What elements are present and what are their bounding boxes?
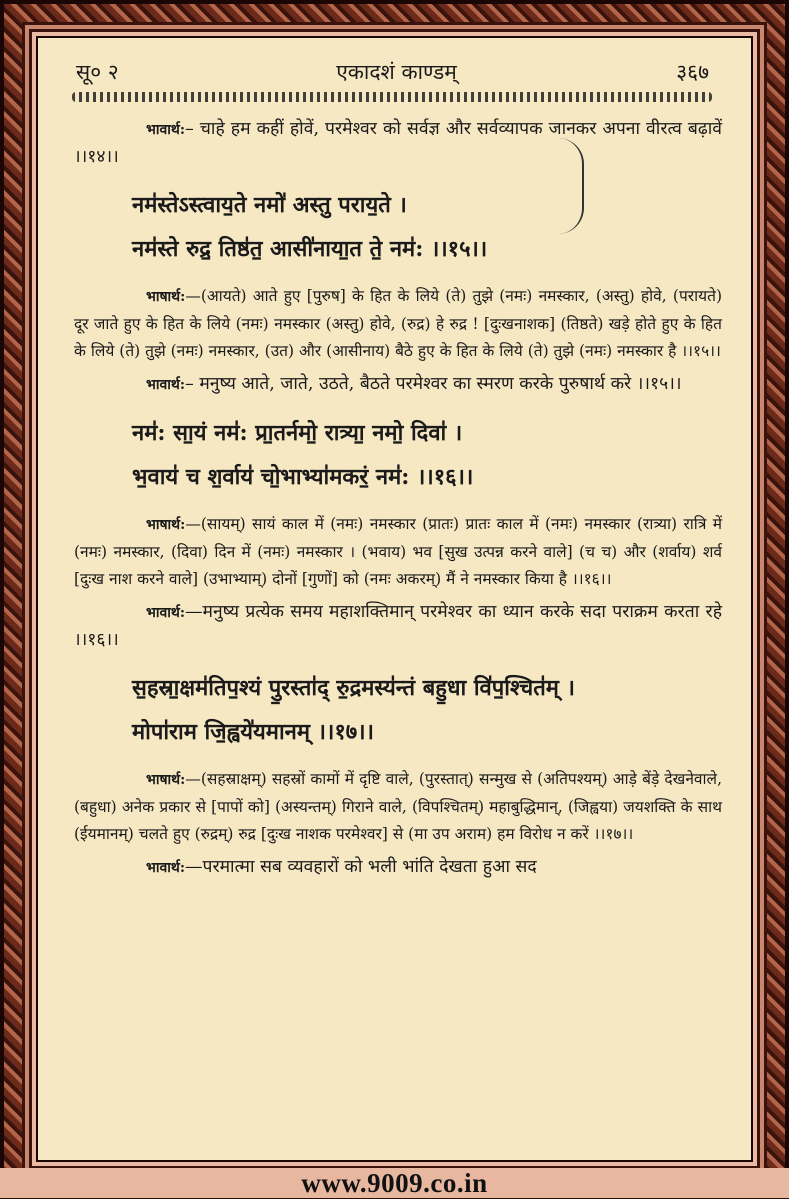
scripture-page xyxy=(36,36,753,1162)
bhasharth-paragraph xyxy=(74,766,722,848)
bhasharth-text: —(सहस्राक्षम्) सहस्रों कामों में दृष्टि वाले, (पुरस्तात्) सन्मुख से (अतिपश्यम्) आड़े बेंड़े देखनेवाले, (बहुधा) अनेक प्रकार से [पापों को] (अस्यन्तम्) गिराने वाले, (विपश्चितम्) महाबुद्धिमान्, (जिह्वया) जयशक्ति के साथ (ईयमानम्) चलते हुए (रुद्रम्) रुद्र [दुःख नाशक परमेश्वर] से (मा उप अराम) हम विरोध न करें ।।१७।। xyxy=(74,770,722,843)
bhasharth-paragraph xyxy=(74,283,722,365)
page-header xyxy=(38,58,753,88)
bhavarth-text: – चाहे हम कहीं होवें, परमेश्वर को सर्वज्ञ और सर्वव्यापक जानकर अपना वीरत्व बढ़ावें ।।१४।। xyxy=(74,119,722,167)
header-divider xyxy=(72,92,712,102)
website-footer: www.9009.co.in xyxy=(0,1168,789,1198)
bhavarth-label: भावार्थ: xyxy=(146,377,185,393)
mantra-line: नम॑: सा॒यं नम॑: प्रा॒तर्नमो॒ रात्र्या॒ नमो॒ दिवा॑ । xyxy=(132,420,463,446)
mantra-line: भ॒वाय॑ च श॒र्वाय॑ चो॒भाभ्या॑मकरं॒ नम॑: ।।१६।। xyxy=(132,464,474,490)
bhasharth-text: —(आयते) आते हुए [पुरुष] के हित के लिये (ते) तुझे (नमः) नमस्कार, (अस्तु) होवे, (परायते) दूर जाते हुए के हित के लिये (नमः) नमस्कार (अस्तु) होवे, (रुद्र) हे रुद्र ! [दुःखनाशक] (तिष्ठते) खड़े होते हुए के हित के लिये (ते) तुझे (नमः) नमस्कार, (उत) और (आसीनाय) बैठे हुए के हित के लिये (ते) तुझे (नमः) नमस्कार है ।।१५।। xyxy=(74,287,722,360)
bhavarth-text: —परमात्मा सब व्यवहारों को भली भांति देखता हुआ सद xyxy=(185,857,537,877)
bhavarth-label: भावार्थ: xyxy=(146,122,185,138)
mantra-line: नम॑स्तेऽस्त्वाय॒ते नमो॑ अस्तु पराय॒ते । xyxy=(132,192,407,218)
bhavarth-paragraph xyxy=(74,599,722,654)
bhasharth-label: भाषार्थ: xyxy=(146,772,186,788)
mantra-line: मोपा॑राम जि॒ह्वये॑यमानम् ।।१७।। xyxy=(132,719,374,745)
bhavarth-paragraph xyxy=(74,371,722,399)
page-content xyxy=(74,116,722,882)
kanda-title: एकादशं काण्डम् xyxy=(336,60,457,84)
bhasharth-paragraph xyxy=(74,511,722,593)
bhavarth-text: —मनुष्य प्रत्येक समय महाशक्तिमान् परमेश्वर का ध्यान करके सदा पराक्रम करता रहे ।।१६।। xyxy=(74,602,722,650)
mantra-line: स॒हस्रा॒क्षम॑तिप॒श्यं पु॒रस्ता॑द् रु॒द्रमस्य॑न्तं बहु॒धा वि॑प॒श्चित॑म् । xyxy=(132,675,575,701)
sukta-number: सू० २ xyxy=(76,60,119,84)
bhasharth-label: भाषार्थ: xyxy=(146,517,186,533)
bhavarth-label: भावार्थ: xyxy=(146,605,185,621)
mantra-line: नम॑स्ते रुद्र॒ तिष्ठ॑त॒ आसी॑नाया॒त ते॒ नम॑: ।।१५।। xyxy=(132,236,488,262)
bhasharth-text: —(सायम्) सायं काल में (नमः) नमस्कार (प्रातः) प्रातः काल में (नमः) नमस्कार (रात्र्या) रात्रि में (नमः) नमस्कार, (दिवा) दिन में (नमः) नमस्कार । (भवाय) भव [सुख उत्पन्न करने वाले] (च च) और (शर्वाय) शर्व [दुःख नाश करने वाले] (उभाभ्याम्) दोनों [गुणों] को (नमः अकरम्) मैं ने नमस्कार किया है ।।१६।। xyxy=(74,515,722,588)
bhasharth-label: भाषार्थ: xyxy=(146,289,186,305)
bhavarth-label: भावार्थ: xyxy=(146,860,185,876)
bhavarth-text: – मनुष्य आते, जाते, उठते, बैठते परमेश्वर का स्मरण करके पुरुषार्थ करे ।।१५।। xyxy=(185,374,682,394)
page-number: ३६७ xyxy=(676,60,709,84)
bhavarth-paragraph xyxy=(74,116,722,171)
bhavarth-paragraph xyxy=(74,854,722,882)
